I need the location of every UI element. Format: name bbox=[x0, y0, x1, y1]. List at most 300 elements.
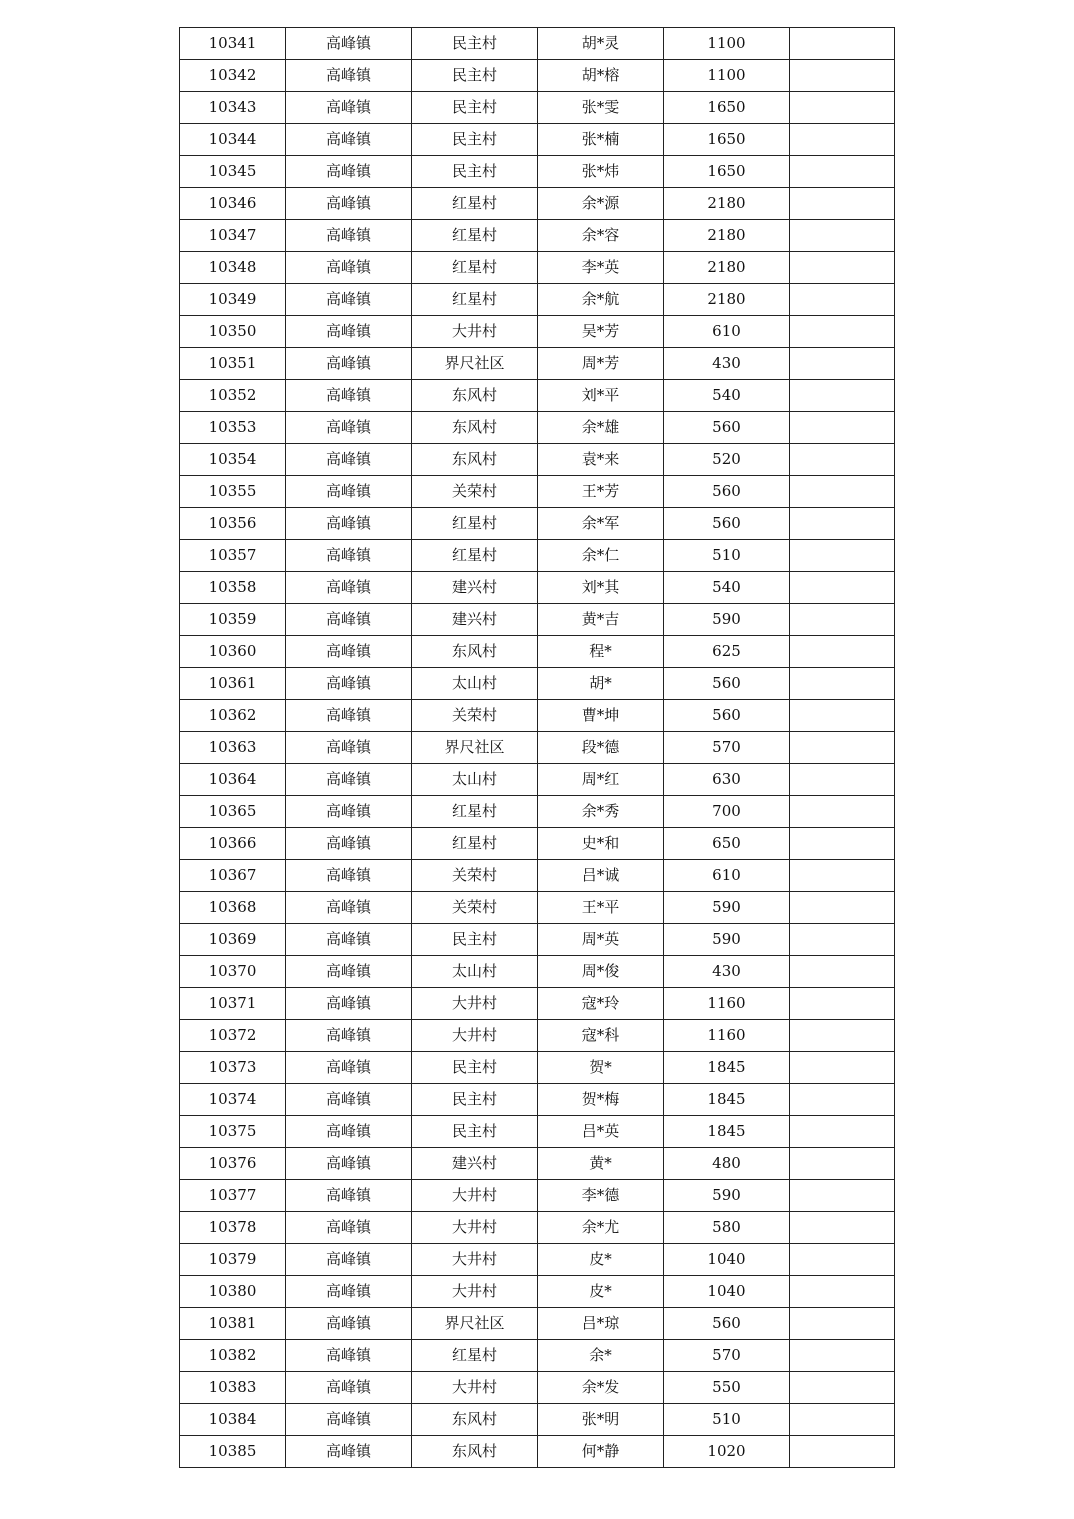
cell-town: 高峰镇 bbox=[286, 764, 412, 796]
cell-town: 高峰镇 bbox=[286, 188, 412, 220]
cell-id: 10382 bbox=[180, 1340, 286, 1372]
table-row bbox=[180, 1404, 895, 1436]
cell-village: 红星村 bbox=[412, 252, 538, 284]
cell-id: 10374 bbox=[180, 1084, 286, 1116]
cell-village: 关荣村 bbox=[412, 700, 538, 732]
cell-village: 东风村 bbox=[412, 444, 538, 476]
cell-village: 红星村 bbox=[412, 796, 538, 828]
cell-name: 张*楠 bbox=[538, 124, 664, 156]
cell-town: 高峰镇 bbox=[286, 572, 412, 604]
cell-id: 10350 bbox=[180, 316, 286, 348]
table-row bbox=[180, 540, 895, 572]
cell-note bbox=[790, 92, 895, 124]
cell-amount: 570 bbox=[664, 732, 790, 764]
cell-amount: 560 bbox=[664, 412, 790, 444]
cell-id: 10341 bbox=[180, 28, 286, 60]
table-row bbox=[180, 380, 895, 412]
cell-town: 高峰镇 bbox=[286, 1308, 412, 1340]
cell-id: 10351 bbox=[180, 348, 286, 380]
table-row bbox=[180, 956, 895, 988]
data-table bbox=[179, 27, 895, 1468]
cell-town: 高峰镇 bbox=[286, 732, 412, 764]
cell-name: 周*芳 bbox=[538, 348, 664, 380]
cell-amount: 1845 bbox=[664, 1084, 790, 1116]
cell-town: 高峰镇 bbox=[286, 988, 412, 1020]
cell-note bbox=[790, 1212, 895, 1244]
cell-town: 高峰镇 bbox=[286, 1276, 412, 1308]
cell-note bbox=[790, 1148, 895, 1180]
cell-village: 关荣村 bbox=[412, 476, 538, 508]
cell-village: 建兴村 bbox=[412, 1148, 538, 1180]
cell-note bbox=[790, 508, 895, 540]
cell-id: 10353 bbox=[180, 412, 286, 444]
cell-amount: 1650 bbox=[664, 92, 790, 124]
cell-amount: 590 bbox=[664, 924, 790, 956]
cell-amount: 550 bbox=[664, 1372, 790, 1404]
table-row bbox=[180, 1244, 895, 1276]
cell-amount: 700 bbox=[664, 796, 790, 828]
cell-amount: 590 bbox=[664, 1180, 790, 1212]
cell-name: 贺* bbox=[538, 1052, 664, 1084]
cell-town: 高峰镇 bbox=[286, 604, 412, 636]
cell-village: 民主村 bbox=[412, 1116, 538, 1148]
cell-note bbox=[790, 1404, 895, 1436]
cell-note bbox=[790, 796, 895, 828]
cell-note bbox=[790, 924, 895, 956]
cell-id: 10367 bbox=[180, 860, 286, 892]
table-row bbox=[180, 156, 895, 188]
cell-id: 10347 bbox=[180, 220, 286, 252]
cell-note bbox=[790, 220, 895, 252]
cell-village: 红星村 bbox=[412, 284, 538, 316]
cell-town: 高峰镇 bbox=[286, 508, 412, 540]
cell-name: 余*仁 bbox=[538, 540, 664, 572]
cell-name: 吕*琼 bbox=[538, 1308, 664, 1340]
table-row bbox=[180, 572, 895, 604]
cell-id: 10344 bbox=[180, 124, 286, 156]
cell-town: 高峰镇 bbox=[286, 156, 412, 188]
cell-name: 张*雯 bbox=[538, 92, 664, 124]
table-row bbox=[180, 348, 895, 380]
cell-village: 大井村 bbox=[412, 1020, 538, 1052]
cell-id: 10364 bbox=[180, 764, 286, 796]
cell-note bbox=[790, 476, 895, 508]
cell-amount: 560 bbox=[664, 476, 790, 508]
cell-town: 高峰镇 bbox=[286, 924, 412, 956]
cell-town: 高峰镇 bbox=[286, 1020, 412, 1052]
cell-id: 10379 bbox=[180, 1244, 286, 1276]
cell-town: 高峰镇 bbox=[286, 1340, 412, 1372]
cell-name: 皮* bbox=[538, 1244, 664, 1276]
cell-id: 10377 bbox=[180, 1180, 286, 1212]
cell-name: 余*源 bbox=[538, 188, 664, 220]
cell-note bbox=[790, 28, 895, 60]
cell-amount: 1040 bbox=[664, 1244, 790, 1276]
cell-id: 10375 bbox=[180, 1116, 286, 1148]
cell-note bbox=[790, 188, 895, 220]
cell-village: 太山村 bbox=[412, 956, 538, 988]
table-row bbox=[180, 1020, 895, 1052]
cell-amount: 1845 bbox=[664, 1052, 790, 1084]
cell-note bbox=[790, 604, 895, 636]
cell-amount: 520 bbox=[664, 444, 790, 476]
cell-name: 余*雄 bbox=[538, 412, 664, 444]
cell-name: 寇*科 bbox=[538, 1020, 664, 1052]
cell-town: 高峰镇 bbox=[286, 348, 412, 380]
table-row bbox=[180, 604, 895, 636]
cell-amount: 430 bbox=[664, 956, 790, 988]
cell-village: 大井村 bbox=[412, 1276, 538, 1308]
table-row bbox=[180, 1340, 895, 1372]
table-row bbox=[180, 1148, 895, 1180]
cell-town: 高峰镇 bbox=[286, 444, 412, 476]
cell-amount: 570 bbox=[664, 1340, 790, 1372]
cell-note bbox=[790, 124, 895, 156]
cell-id: 10352 bbox=[180, 380, 286, 412]
cell-name: 曹*坤 bbox=[538, 700, 664, 732]
cell-village: 民主村 bbox=[412, 60, 538, 92]
table-row bbox=[180, 828, 895, 860]
cell-town: 高峰镇 bbox=[286, 1372, 412, 1404]
cell-name: 余*军 bbox=[538, 508, 664, 540]
cell-name: 吕*诚 bbox=[538, 860, 664, 892]
cell-amount: 580 bbox=[664, 1212, 790, 1244]
cell-name: 史*和 bbox=[538, 828, 664, 860]
cell-id: 10346 bbox=[180, 188, 286, 220]
cell-note bbox=[790, 1052, 895, 1084]
cell-name: 刘*平 bbox=[538, 380, 664, 412]
cell-town: 高峰镇 bbox=[286, 412, 412, 444]
cell-amount: 1845 bbox=[664, 1116, 790, 1148]
cell-town: 高峰镇 bbox=[286, 540, 412, 572]
table-row bbox=[180, 1180, 895, 1212]
cell-name: 李*德 bbox=[538, 1180, 664, 1212]
cell-town: 高峰镇 bbox=[286, 1404, 412, 1436]
cell-id: 10369 bbox=[180, 924, 286, 956]
cell-note bbox=[790, 316, 895, 348]
cell-village: 红星村 bbox=[412, 188, 538, 220]
table-row bbox=[180, 668, 895, 700]
cell-amount: 540 bbox=[664, 572, 790, 604]
cell-id: 10354 bbox=[180, 444, 286, 476]
cell-id: 10378 bbox=[180, 1212, 286, 1244]
table-row bbox=[180, 252, 895, 284]
cell-amount: 590 bbox=[664, 604, 790, 636]
cell-amount: 1650 bbox=[664, 156, 790, 188]
cell-town: 高峰镇 bbox=[286, 1148, 412, 1180]
table-row bbox=[180, 732, 895, 764]
cell-note bbox=[790, 988, 895, 1020]
cell-id: 10348 bbox=[180, 252, 286, 284]
cell-name: 余* bbox=[538, 1340, 664, 1372]
cell-amount: 480 bbox=[664, 1148, 790, 1180]
cell-note bbox=[790, 1020, 895, 1052]
cell-id: 10342 bbox=[180, 60, 286, 92]
cell-amount: 625 bbox=[664, 636, 790, 668]
cell-amount: 1160 bbox=[664, 988, 790, 1020]
cell-note bbox=[790, 60, 895, 92]
table-row bbox=[180, 1372, 895, 1404]
cell-id: 10383 bbox=[180, 1372, 286, 1404]
cell-village: 大井村 bbox=[412, 1372, 538, 1404]
table-row bbox=[180, 508, 895, 540]
table-row bbox=[180, 892, 895, 924]
cell-amount: 560 bbox=[664, 1308, 790, 1340]
cell-town: 高峰镇 bbox=[286, 860, 412, 892]
table-row bbox=[180, 284, 895, 316]
table-row bbox=[180, 1116, 895, 1148]
cell-village: 大井村 bbox=[412, 316, 538, 348]
cell-name: 余*秀 bbox=[538, 796, 664, 828]
cell-note bbox=[790, 156, 895, 188]
cell-name: 余*容 bbox=[538, 220, 664, 252]
cell-note bbox=[790, 1340, 895, 1372]
cell-id: 10380 bbox=[180, 1276, 286, 1308]
cell-id: 10366 bbox=[180, 828, 286, 860]
cell-amount: 540 bbox=[664, 380, 790, 412]
cell-town: 高峰镇 bbox=[286, 1244, 412, 1276]
cell-name: 皮* bbox=[538, 1276, 664, 1308]
cell-amount: 2180 bbox=[664, 284, 790, 316]
cell-name: 胡*榕 bbox=[538, 60, 664, 92]
cell-town: 高峰镇 bbox=[286, 1052, 412, 1084]
cell-village: 太山村 bbox=[412, 764, 538, 796]
table-row bbox=[180, 412, 895, 444]
cell-name: 贺*梅 bbox=[538, 1084, 664, 1116]
cell-village: 红星村 bbox=[412, 828, 538, 860]
cell-amount: 2180 bbox=[664, 252, 790, 284]
table-row bbox=[180, 796, 895, 828]
cell-amount: 630 bbox=[664, 764, 790, 796]
cell-note bbox=[790, 1084, 895, 1116]
cell-village: 红星村 bbox=[412, 1340, 538, 1372]
cell-id: 10361 bbox=[180, 668, 286, 700]
cell-note bbox=[790, 700, 895, 732]
cell-id: 10358 bbox=[180, 572, 286, 604]
cell-village: 民主村 bbox=[412, 1084, 538, 1116]
cell-village: 民主村 bbox=[412, 924, 538, 956]
cell-town: 高峰镇 bbox=[286, 380, 412, 412]
table-row bbox=[180, 444, 895, 476]
table-row bbox=[180, 60, 895, 92]
cell-id: 10373 bbox=[180, 1052, 286, 1084]
cell-village: 东风村 bbox=[412, 1404, 538, 1436]
cell-amount: 1650 bbox=[664, 124, 790, 156]
cell-amount: 510 bbox=[664, 540, 790, 572]
cell-note bbox=[790, 1308, 895, 1340]
table-row bbox=[180, 124, 895, 156]
cell-village: 大井村 bbox=[412, 1244, 538, 1276]
cell-name: 李*英 bbox=[538, 252, 664, 284]
table-row bbox=[180, 1084, 895, 1116]
table-row bbox=[180, 1436, 895, 1468]
cell-id: 10363 bbox=[180, 732, 286, 764]
cell-id: 10345 bbox=[180, 156, 286, 188]
cell-village: 民主村 bbox=[412, 92, 538, 124]
cell-id: 10362 bbox=[180, 700, 286, 732]
cell-village: 界尺社区 bbox=[412, 348, 538, 380]
cell-town: 高峰镇 bbox=[286, 1084, 412, 1116]
cell-town: 高峰镇 bbox=[286, 1180, 412, 1212]
cell-name: 张*炜 bbox=[538, 156, 664, 188]
cell-id: 10360 bbox=[180, 636, 286, 668]
cell-amount: 560 bbox=[664, 508, 790, 540]
cell-note bbox=[790, 732, 895, 764]
table-row bbox=[180, 764, 895, 796]
cell-town: 高峰镇 bbox=[286, 796, 412, 828]
cell-note bbox=[790, 636, 895, 668]
cell-village: 东风村 bbox=[412, 1436, 538, 1468]
cell-name: 余*航 bbox=[538, 284, 664, 316]
cell-amount: 1020 bbox=[664, 1436, 790, 1468]
cell-amount: 560 bbox=[664, 700, 790, 732]
cell-amount: 2180 bbox=[664, 220, 790, 252]
cell-note bbox=[790, 540, 895, 572]
cell-note bbox=[790, 1180, 895, 1212]
cell-name: 余*发 bbox=[538, 1372, 664, 1404]
cell-village: 红星村 bbox=[412, 540, 538, 572]
cell-village: 太山村 bbox=[412, 668, 538, 700]
cell-note bbox=[790, 892, 895, 924]
cell-village: 大井村 bbox=[412, 1180, 538, 1212]
cell-note bbox=[790, 1244, 895, 1276]
cell-id: 10343 bbox=[180, 92, 286, 124]
cell-note bbox=[790, 1116, 895, 1148]
cell-village: 界尺社区 bbox=[412, 732, 538, 764]
cell-note bbox=[790, 572, 895, 604]
cell-id: 10355 bbox=[180, 476, 286, 508]
cell-note bbox=[790, 348, 895, 380]
cell-village: 民主村 bbox=[412, 28, 538, 60]
cell-name: 王*芳 bbox=[538, 476, 664, 508]
cell-village: 大井村 bbox=[412, 1212, 538, 1244]
cell-town: 高峰镇 bbox=[286, 636, 412, 668]
table-row bbox=[180, 924, 895, 956]
cell-town: 高峰镇 bbox=[286, 892, 412, 924]
cell-note bbox=[790, 860, 895, 892]
cell-town: 高峰镇 bbox=[286, 700, 412, 732]
table-row bbox=[180, 1308, 895, 1340]
table-row bbox=[180, 860, 895, 892]
cell-village: 红星村 bbox=[412, 508, 538, 540]
cell-amount: 650 bbox=[664, 828, 790, 860]
cell-town: 高峰镇 bbox=[286, 124, 412, 156]
cell-amount: 430 bbox=[664, 348, 790, 380]
cell-note bbox=[790, 380, 895, 412]
cell-note bbox=[790, 444, 895, 476]
table-row bbox=[180, 188, 895, 220]
cell-town: 高峰镇 bbox=[286, 956, 412, 988]
cell-name: 黄*吉 bbox=[538, 604, 664, 636]
table-row bbox=[180, 220, 895, 252]
cell-id: 10384 bbox=[180, 1404, 286, 1436]
cell-name: 吴*芳 bbox=[538, 316, 664, 348]
cell-village: 建兴村 bbox=[412, 572, 538, 604]
cell-id: 10376 bbox=[180, 1148, 286, 1180]
cell-amount: 1040 bbox=[664, 1276, 790, 1308]
cell-id: 10381 bbox=[180, 1308, 286, 1340]
cell-name: 袁*来 bbox=[538, 444, 664, 476]
cell-village: 东风村 bbox=[412, 412, 538, 444]
cell-name: 寇*玲 bbox=[538, 988, 664, 1020]
cell-name: 刘*其 bbox=[538, 572, 664, 604]
cell-village: 大井村 bbox=[412, 988, 538, 1020]
cell-note bbox=[790, 252, 895, 284]
table-row bbox=[180, 28, 895, 60]
cell-id: 10371 bbox=[180, 988, 286, 1020]
cell-name: 胡*灵 bbox=[538, 28, 664, 60]
cell-name: 程* bbox=[538, 636, 664, 668]
cell-id: 10365 bbox=[180, 796, 286, 828]
cell-village: 民主村 bbox=[412, 156, 538, 188]
cell-note bbox=[790, 828, 895, 860]
cell-amount: 1100 bbox=[664, 28, 790, 60]
cell-name: 胡* bbox=[538, 668, 664, 700]
cell-amount: 510 bbox=[664, 1404, 790, 1436]
cell-name: 吕*英 bbox=[538, 1116, 664, 1148]
cell-id: 10368 bbox=[180, 892, 286, 924]
cell-note bbox=[790, 284, 895, 316]
cell-id: 10359 bbox=[180, 604, 286, 636]
cell-name: 余*尤 bbox=[538, 1212, 664, 1244]
cell-name: 黄* bbox=[538, 1148, 664, 1180]
cell-village: 界尺社区 bbox=[412, 1308, 538, 1340]
cell-id: 10385 bbox=[180, 1436, 286, 1468]
cell-town: 高峰镇 bbox=[286, 220, 412, 252]
table-row bbox=[180, 1212, 895, 1244]
cell-village: 关荣村 bbox=[412, 860, 538, 892]
cell-amount: 560 bbox=[664, 668, 790, 700]
cell-amount: 1100 bbox=[664, 60, 790, 92]
cell-name: 张*明 bbox=[538, 1404, 664, 1436]
cell-village: 民主村 bbox=[412, 124, 538, 156]
table-row bbox=[180, 316, 895, 348]
cell-note bbox=[790, 412, 895, 444]
cell-note bbox=[790, 668, 895, 700]
cell-amount: 610 bbox=[664, 860, 790, 892]
cell-note bbox=[790, 1276, 895, 1308]
cell-name: 段*德 bbox=[538, 732, 664, 764]
cell-note bbox=[790, 956, 895, 988]
table-row bbox=[180, 1276, 895, 1308]
cell-id: 10356 bbox=[180, 508, 286, 540]
cell-town: 高峰镇 bbox=[286, 92, 412, 124]
cell-name: 何*静 bbox=[538, 1436, 664, 1468]
cell-id: 10357 bbox=[180, 540, 286, 572]
cell-town: 高峰镇 bbox=[286, 1212, 412, 1244]
table-row bbox=[180, 988, 895, 1020]
table-row bbox=[180, 1052, 895, 1084]
cell-village: 东风村 bbox=[412, 636, 538, 668]
cell-town: 高峰镇 bbox=[286, 252, 412, 284]
cell-amount: 590 bbox=[664, 892, 790, 924]
table-body bbox=[180, 28, 895, 1468]
cell-note bbox=[790, 764, 895, 796]
cell-town: 高峰镇 bbox=[286, 476, 412, 508]
cell-town: 高峰镇 bbox=[286, 60, 412, 92]
cell-amount: 2180 bbox=[664, 188, 790, 220]
cell-name: 王*平 bbox=[538, 892, 664, 924]
table-row bbox=[180, 700, 895, 732]
table-row bbox=[180, 92, 895, 124]
cell-village: 建兴村 bbox=[412, 604, 538, 636]
cell-town: 高峰镇 bbox=[286, 1116, 412, 1148]
cell-note bbox=[790, 1372, 895, 1404]
cell-amount: 610 bbox=[664, 316, 790, 348]
cell-village: 民主村 bbox=[412, 1052, 538, 1084]
cell-village: 东风村 bbox=[412, 380, 538, 412]
cell-town: 高峰镇 bbox=[286, 284, 412, 316]
